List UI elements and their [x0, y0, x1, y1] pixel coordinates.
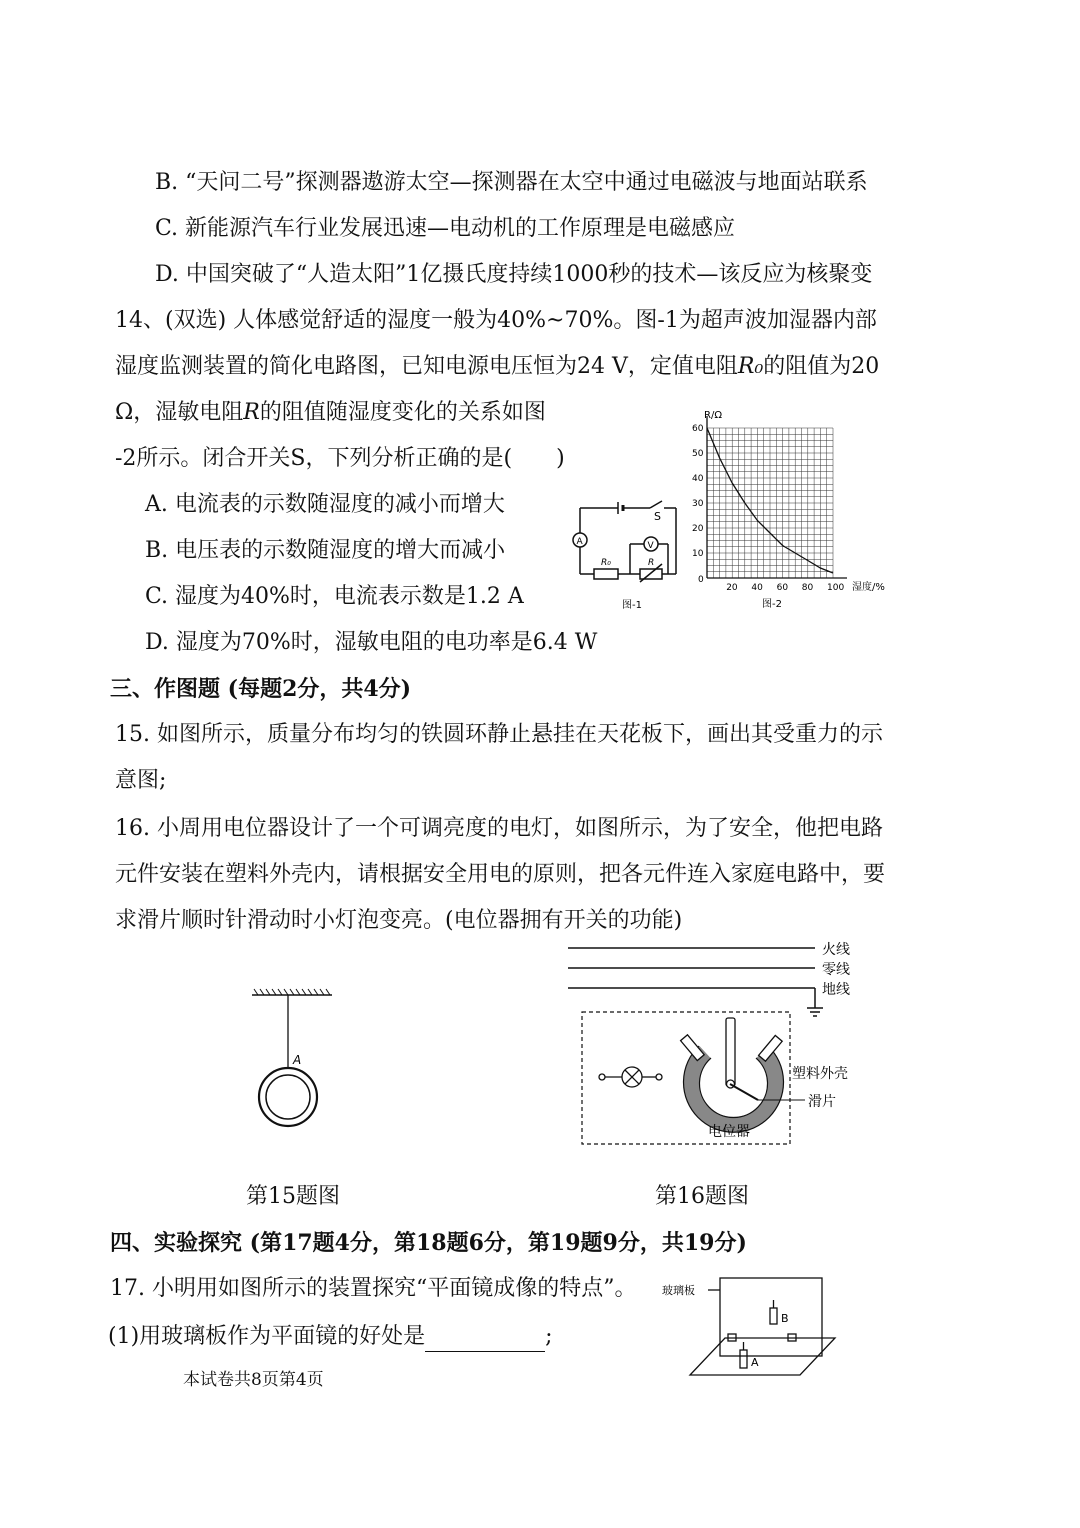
chart-grid [707, 428, 833, 578]
humidity-resistance-chart [680, 402, 900, 617]
r-symbol: R [243, 400, 260, 425]
x-tick-label: 20 [726, 583, 738, 593]
q14-option-a: A. 电流表的示数随湿度的减小而增大 [145, 492, 505, 517]
y-tick-label: 10 [692, 549, 704, 559]
y-tick-label: 40 [692, 474, 704, 484]
glass-plate-label: 玻璃板 [662, 1284, 695, 1297]
y-tick-label: 30 [692, 499, 704, 509]
candle-a-label: A [751, 1356, 759, 1369]
section-3-title: 三、作图题 (每题2分，共4分) [110, 676, 412, 702]
q16-line-2: 元件安装在塑料外壳内，请根据安全用电的原则，把各元件连入家庭电路中，要 [115, 862, 886, 887]
q15-caption: 第15题图 [246, 1184, 340, 1209]
section-4-title: 四、实验探究 (第17题4分，第18题6分，第19题9分，共19分) [110, 1230, 747, 1256]
q15-line-2: 意图; [115, 768, 167, 793]
q14-line-1: 14、(双选) 人体感觉舒适的湿度一般为40%~70%。图-1为超声波加湿器内部 [115, 308, 877, 333]
chart-ylabel: R/Ω [704, 410, 722, 421]
q16-caption: 第16题图 [655, 1184, 749, 1209]
q14-option-b: B. 电压表的示数随湿度的增大而减小 [145, 538, 506, 563]
q14-line-3 [115, 398, 546, 428]
q14-line-2a: 湿度监测装置的简化电路图，已知电源电压恒为24 V，定值电阻 [115, 354, 738, 379]
candle-b-label: B [781, 1312, 789, 1325]
q17-part-1-end: ; [545, 1324, 553, 1349]
fig2-caption: 图-2 [762, 599, 782, 610]
chart-ticks [692, 424, 844, 593]
ammeter-label: A [576, 537, 583, 547]
q14-option-d: D. 湿度为70%时，湿敏电阻的电功率是6.4 W [145, 630, 598, 655]
q14-line-4: -2所示。闭合开关S，下列分析正确的是( ) [115, 446, 565, 471]
chart-origin: 0 [698, 575, 704, 585]
r-label: R [648, 558, 655, 568]
q14-line-2 [115, 352, 879, 382]
chart-xlabel: 湿度/% [852, 582, 885, 593]
q17-line-1: 17. 小明用如图所示的装置探究“平面镜成像的特点”。 [110, 1276, 637, 1301]
x-tick-label: 100 [827, 583, 845, 593]
ground-wire-label: 地线 [822, 982, 850, 998]
q17-figure [660, 1270, 850, 1385]
q16-figure [560, 940, 880, 1150]
q15-line-1: 15. 如图所示，质量分布均匀的铁圆环静止悬挂在天花板下，画出其受重力的示 [115, 722, 883, 747]
live-wire-label: 火线 [822, 942, 850, 958]
q14-line-3b: 的阻值随湿度变化的关系如图 [259, 400, 546, 425]
point-a-label: A [293, 1053, 302, 1067]
q16-line-1: 16. 小周用电位器设计了一个可调亮度的电灯，如图所示，为了安全，他把电路 [115, 816, 883, 841]
slider-label: 滑片 [808, 1094, 836, 1110]
x-tick-label: 40 [751, 583, 763, 593]
q14-line-2b: 的阻值为20 [763, 354, 880, 379]
q13-option-c: C. 新能源汽车行业发展迅速—电动机的工作原理是电磁感应 [155, 216, 736, 241]
q13-option-d: D. 中国突破了“人造太阳”1亿摄氏度持续1000秒的技术—该反应为核聚变 [155, 262, 873, 287]
y-tick-label: 60 [692, 424, 704, 434]
shell-label: 塑料外壳 [792, 1066, 848, 1082]
q17-part-1-text: (1)用玻璃板作为平面镜的好处是 [108, 1324, 426, 1349]
r0-label: R₀ [601, 558, 611, 568]
voltmeter-label: V [647, 541, 654, 551]
page-footer: 本试卷共8页第4页 [183, 1370, 324, 1390]
pot-label: 电位器 [708, 1124, 750, 1140]
q13-option-b: B. “天问二号”探测器遨游太空—探测器在太空中通过电磁波与地面站联系 [155, 170, 868, 195]
q14-option-c: C. 湿度为40%时，电流表示数是1.2 A [145, 584, 524, 609]
q17-answer-blank[interactable] [425, 1331, 545, 1352]
q17-part-1 [108, 1322, 553, 1352]
y-tick-label: 20 [692, 524, 704, 534]
r0-symbol: R₀ [737, 354, 764, 379]
fig1-caption: 图-1 [622, 600, 642, 611]
q16-line-3: 求滑片顺时针滑动时小灯泡变亮。(电位器拥有开关的功能) [115, 908, 683, 933]
x-tick-label: 80 [801, 583, 814, 593]
circuit-diagram-fig1 [570, 490, 690, 615]
switch-label: S [654, 510, 661, 523]
y-tick-label: 50 [692, 449, 704, 459]
q15-figure [240, 985, 360, 1135]
x-tick-label: 60 [776, 583, 789, 593]
neutral-wire-label: 零线 [822, 962, 850, 978]
q14-line-3a: Ω，湿敏电阻 [115, 400, 244, 425]
